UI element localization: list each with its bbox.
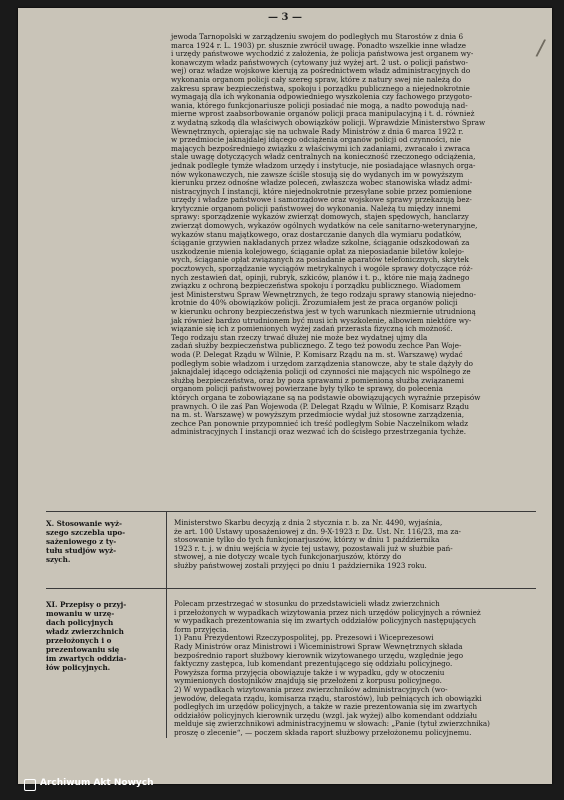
text-line: zadań służby bezpieczeństwa publicznego. Z tego też powodu zechce Pan Woje- xyxy=(171,341,462,351)
text-line: mających bezpośredniego związku z właściwymi ich zadaniami, zwracało i zwraca xyxy=(171,143,471,153)
text-line: podległych im urzędów policyjnych, a także w razie prezentowania się im zwartych xyxy=(174,702,478,712)
text-line: mowaniu w urzę- xyxy=(46,609,115,618)
text-line: X. Stosowanie wyż- xyxy=(46,519,123,528)
section-divider-middle xyxy=(46,588,536,589)
text-line: administracyjnych I instancji oraz wezwać ich do ścisłego przestrzegania tychże. xyxy=(171,427,466,437)
text-line: wiązanie się ich z pomienionych wyżej zadań przerasta fizyczną ich możność. xyxy=(171,324,453,334)
text-line: jest Ministerstwu Spraw Wewnętrznych, że tego rodzaju sprawy stanowią niejedno- xyxy=(171,289,476,299)
text-line: stosowanie tylko do tych funkcjonarjuszów, którzy w dniu 1 października xyxy=(174,535,440,545)
text-line: stale uwagę dotyczących władz centralnych na konieczność rzeczonego odciążenia, xyxy=(171,152,476,162)
text-line: nych zestawień dat, opinji, rubryk, szkiców, planów i t. p., które nie mają żadnego xyxy=(171,272,470,282)
text-line: że art. 100 Ustawy uposażeniowej z dn. 9-X-1923 r. Dz. Ust. Nr. 116/23, ma za- xyxy=(174,526,461,536)
text-line: w kierunku ochrony bezpieczeństwa jest w tych warunkach niezmiernie utrudnioną xyxy=(171,307,476,316)
text-line: sprawy: sporządzenie wykazów zwierząt domowych, stajen spędowych, hanclarzy xyxy=(171,212,469,222)
text-line: urzędy i władze państwowe i samorządowe oraz wojskowe sprawy przekazują bez- xyxy=(171,195,472,205)
text-line: jaknajdalej idącego odciążenia policji od czynności nie mających nic wspólnego ze xyxy=(171,367,471,377)
text-line: w przedmiocie jaknajdalej idącego odciążenia organów policji od czynności, nie xyxy=(171,135,461,145)
text-line: prawnych. O ile zaś Pan Wojewoda (P. Delegat Rządu w Wilnie, P. Komisarz Rządu xyxy=(171,401,469,411)
text-line: i urzędy państwowe wychodzić z założenia, że policja państwowa jest organem wy- xyxy=(171,49,474,59)
section-xi-margin-bar xyxy=(166,588,167,738)
text-line: form przyjęcia. xyxy=(174,624,229,634)
text-line: jednak podległe tymże władzom urzędy i instytucje, nie posiadające własnych orga- xyxy=(171,160,476,170)
text-line: krytycznie organom policji państwowej do wykonania. Należą tu między innemi xyxy=(171,203,461,213)
text-line: bezpośrednio raport służbowy kierownik wizytowanego urzędu, względnie jego xyxy=(174,650,464,660)
text-line: konawczym władz państwowych (cytowany już wyżej art. 2 ust. o policji państwo- xyxy=(171,57,468,67)
text-line: szego szczebla upo- xyxy=(46,528,126,537)
text-line: proszę o zlecenie“, — poczem składa raport służbowy przełożonemu policyjnemu. xyxy=(174,727,472,737)
text-line: ściąganie grzywien nakładanych przez władze szkolne, ściąganie odszkodowań za xyxy=(171,238,470,248)
text-line: oddziałów policyjnych kierownik urzędu (wzgl. jak wyżej) albo komendant oddziału xyxy=(174,710,478,720)
text-line: pocztowych, sporządzanie wyciągów metrykalnych i wogóle sprawy dotyczące róż- xyxy=(171,264,473,274)
archive-watermark: Archiwum Akt Nowych xyxy=(40,778,154,788)
margin-pencil-mark: / xyxy=(534,35,547,62)
text-line: wych, ściąganie opłat związanych za posiadanie aparatów telefonicznych, skrytek xyxy=(171,255,469,265)
text-line: organom policji państwowej powierzane były tylko te sprawy, do polecenia xyxy=(171,384,443,394)
text-line: woda (P. Delegat Rządu w Wilnie, P. Komisarz Rządu na m. st. Warszawę) wydać xyxy=(171,349,463,359)
text-line: mierne wprost zaabsorbowanie organów policji praca manipulacyjną i t. d. również xyxy=(171,109,475,119)
text-line: nistracyjnych I instancji, które niejednokrotnie przesyłane sobie przez pomienione xyxy=(171,186,472,196)
section-x-heading xyxy=(46,519,162,564)
text-line: przełożonych i o xyxy=(46,636,112,645)
section-xi-text xyxy=(174,600,539,738)
text-line: w wypadkach prezentowania się im zwartych oddziałów policyjnych następujących xyxy=(174,616,476,626)
text-line: wymagają dla ich wykonania odpowiedniego wyszkolenia czy fachowego przygoto- xyxy=(171,92,473,102)
text-line: wymienionych dostojników znajdują się przełożeni z korpusu policyjnego. xyxy=(174,676,442,686)
text-line: na m. st. Warszawę) w powyższym przedmiocie wydał już stosowne zarządzenia, xyxy=(171,410,465,420)
text-line: wykonania organom policji cały szereg spraw, które z natury swej nie należą do xyxy=(171,74,462,84)
text-line: z wydatną szkodą dla właściwych obowiązków policji. Wprawdzie Ministerstwo Spraw xyxy=(171,117,486,127)
text-line: wykazów stanu majątkowego, oraz dostarczanie danych dla wymiaru podatków, xyxy=(171,229,462,239)
text-line: uszkodzenie mienia kolejowego, ściąganie opłat za nieposiadanie biletów kolejo- xyxy=(171,246,465,256)
text-line: nów wykonawczych, nie zawsze ściśle stosują się do wydanych im w powyższym xyxy=(171,169,464,179)
archive-logo-icon xyxy=(24,779,36,791)
page-number: — 3 — xyxy=(268,12,302,23)
text-line: i przełożonych w wypadkach wizytowania przez nich urzędów policyjnych a również xyxy=(174,607,481,617)
document-page xyxy=(18,8,552,784)
text-line: wania, którego funkcjonariusze policji posiadać nie mogą, a nadto powodują nad- xyxy=(171,100,468,110)
text-line: zechce Pan ponownie przypomnieć ich treść podległym Sobie Naczelnikom władz xyxy=(171,418,469,428)
text-line: kierunku przez odnośne władze poleceń, zwłaszcza wobec stanowiska władz admi- xyxy=(171,178,473,188)
section-x-margin-bar xyxy=(166,511,167,588)
text-line: stwowej, a nie dotyczy wcale tych funkcjonarjuszów, którzy do xyxy=(174,552,402,562)
text-line: Polecam przestrzegać w stosunku do przedstawicieli władz zwierzchnich xyxy=(174,599,440,608)
text-line: szych. xyxy=(46,555,71,564)
text-line: wej) oraz władze wojskowe kierują za pośrednictwem władz administracyjnych do xyxy=(171,66,471,76)
text-line: których organa te zobowiązane są na podstawie obowiązujących wyraźnie przepisów xyxy=(171,392,481,402)
section-divider-top xyxy=(46,511,536,512)
text-line: Tego rodzaju stan rzeczy trwać dłużej nie może bez wydatnej ujmy dla xyxy=(171,332,428,342)
text-line: 2) W wypadkach wizytowania przez zwierzchników administracyjnych (wo- xyxy=(174,684,448,694)
text-line: zwierząt domowych, wykazów ogólnych wydatków na cele sanitarno-weterynaryjne, xyxy=(171,221,478,231)
text-line: podległym sobie władzom i urzędom zarządzenia stanowcze, aby te stale dążyły do xyxy=(171,358,473,368)
text-line: dach policyjnych xyxy=(46,618,114,627)
text-line: władz zwierzchnich xyxy=(46,627,124,636)
text-line: 1) Panu Prezydentowi Rzeczypospolitej, pp. Prezesowi i Wiceprezesowi xyxy=(174,633,434,643)
text-line: Powyższa forma przyjęcia obowiązuje także i w wypadku, gdy w otoczeniu xyxy=(174,667,445,677)
text-line: służbą bezpieczeństwa, oraz by poza sprawami z pomienioną służbą związanemi xyxy=(171,375,464,385)
text-line: 1923 r. t. j. w dniu wejścia w życie tej ustawy, pozostawali już w służbie pań- xyxy=(174,543,453,553)
text-line: związku z ochroną bezpieczeństwa spokoju i porządku publicznego. Wiadomem xyxy=(171,281,461,291)
text-line: sażeniowego z ty- xyxy=(46,537,117,546)
text-line: marca 1924 r. L. 1903) pr. słusznie zwrócił uwagę. Ponadto wszelkie inne władze xyxy=(171,40,466,50)
text-line: melduje się zwierzchnikowi administracyjnemu w słowach: „Panie (tytuł zwierzchnika) xyxy=(174,719,490,729)
text-line: jewoda Tarnopolski w zarządzeniu swojem do podległych mu Starostów z dnia 6 xyxy=(171,32,464,41)
text-line: jak również bardzo utrudnionem być musi ich wyszkolenie, albowiem niektóre wy- xyxy=(171,315,472,325)
text-line: jewodów, delegata rządu, komisarza rządu, starostów), lub pełniących ich obowiązki xyxy=(174,693,482,703)
top-paragraph xyxy=(171,33,541,437)
text-line: XI. Przepisy o przyj- xyxy=(46,600,127,609)
text-line: tułu studjów wyż- xyxy=(46,546,117,555)
section-x-text xyxy=(174,519,539,571)
text-line: służby państwowej zostali przyjęci po dniu 1 października 1923 roku. xyxy=(174,560,427,570)
text-line: łów policyjnych. xyxy=(46,663,111,672)
text-line: Rady Ministrów oraz Ministrowi i Wiceministrowi Spraw Wewnętrznych składa xyxy=(174,641,463,651)
text-line: im zwartych oddzia- xyxy=(46,654,127,663)
text-line: krotnie do 40% obowiązków policji. Zrozumiałem jest że praca organów policji xyxy=(171,298,458,308)
section-xi-heading xyxy=(46,600,162,672)
text-line: Ministerstwo Skarbu decyzją z dnia 2 stycznia r. b. za Nr. 4490, wyjaśnia, xyxy=(174,518,443,527)
text-line: Wewnętrznych, opierając się na uchwale Rady Ministrów z dnia 6 marca 1922 r. xyxy=(171,126,464,136)
text-line: faktyczny zastępca, lub komendant prezentującego się oddziału policyjnego. xyxy=(174,659,453,669)
text-line: prezentowaniu się xyxy=(46,645,120,654)
text-line: zakresu spraw bezpieczeństwa, spokoju i porządku publicznego a niejednokrotnie xyxy=(171,83,470,93)
